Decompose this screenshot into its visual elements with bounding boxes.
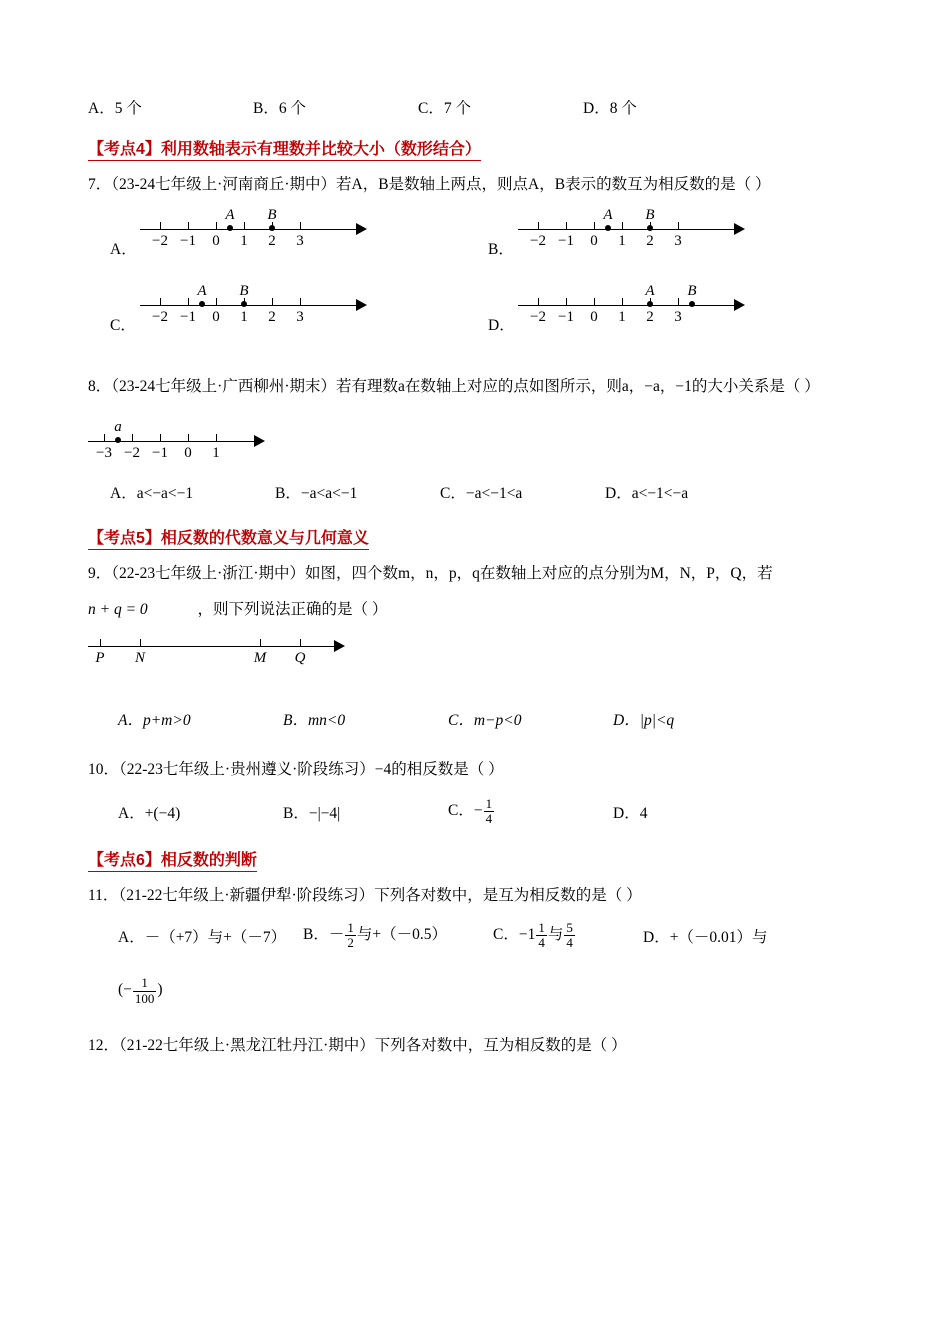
q11-option-b-suffix: 与+（－0.5） bbox=[356, 926, 447, 944]
q11-option-d-fraction: $\frac{1}{100}$ bbox=[134, 975, 155, 1006]
numberline-a: −2 −1 0 1 2 3 A B bbox=[140, 205, 395, 259]
question-11 bbox=[88, 882, 863, 910]
question-9-condition: n + q = 0 bbox=[88, 600, 148, 618]
q11-option-a: A．－（+7）与+（－7） bbox=[118, 928, 287, 946]
choice-d: D．8 个 bbox=[583, 100, 637, 117]
q8-option-b: B．−a<a<−1 bbox=[275, 484, 358, 502]
numberline-q8: −3 −2 −1 0 1 a bbox=[88, 417, 278, 471]
option-a-label: A． bbox=[110, 240, 137, 258]
q8-option-c: C．−a<−1<a bbox=[440, 484, 523, 502]
question-12-number: 12． bbox=[88, 1036, 120, 1054]
q10-option-c-label: C． bbox=[448, 802, 474, 820]
q10-option-d: D．4 bbox=[613, 804, 648, 822]
question-11-options bbox=[88, 921, 863, 950]
question-9 bbox=[88, 560, 863, 588]
q11-option-c-fraction-1: $\frac{1}{4}$ bbox=[538, 920, 545, 951]
q10-option-c bbox=[448, 797, 613, 826]
question-11-source: （21-22七年级上·新疆伊犁·阶段练习） bbox=[118, 886, 375, 904]
top-choice-row bbox=[88, 96, 863, 118]
question-8-source: （23-24七年级上·广西柳州·期末） bbox=[111, 377, 337, 395]
question-11-option-d-fraction-line bbox=[88, 976, 863, 1005]
question-8 bbox=[88, 373, 863, 401]
choice-c: C．7 个 bbox=[418, 100, 471, 117]
question-9-condition-line bbox=[88, 596, 863, 624]
q11-option-b-prefix: B．－ bbox=[303, 926, 345, 944]
q11-option-d-suffix: ) bbox=[157, 981, 163, 999]
q11-option-c-fraction-2: $\frac{5}{4}$ bbox=[566, 920, 573, 951]
numberline-c: −2 −1 0 1 2 3 A B bbox=[140, 281, 395, 335]
choice-a: A．5 个 bbox=[88, 100, 142, 117]
question-7-text: 若A，B是数轴上两点，则点A，B表示的数互为相反数的是（ ） bbox=[336, 176, 771, 193]
question-9-text2: ，则下列说法正确的是（ ） bbox=[197, 600, 388, 618]
question-12-source: （21-22七年级上·黑龙江牡丹江·期中） bbox=[119, 1036, 375, 1054]
question-9-text: 如图，四个数m，n，p，q在数轴上对应的点分别为M，N，P，Q，若 bbox=[305, 564, 773, 582]
question-10-source: （22-23七年级上·贵州遵义·阶段练习） bbox=[119, 760, 375, 778]
q10-option-c-sign: − bbox=[473, 802, 483, 820]
option-d-label: D． bbox=[488, 316, 515, 334]
q11-option-c-prefix: C．−1 bbox=[493, 926, 536, 944]
question-8-text: 若有理数a在数轴上对应的点如图所示，则a，−a，−1的大小关系是（ ） bbox=[336, 377, 820, 395]
q8-option-d: D．a<−1<−a bbox=[605, 484, 689, 502]
question-7-diagram-row-2 bbox=[88, 279, 863, 349]
q11-option-b-fraction: $\frac{1}{2}$ bbox=[347, 920, 354, 951]
option-b-label: B． bbox=[488, 240, 514, 258]
q11-option-d: D．+（－0.01）与 bbox=[643, 928, 768, 946]
question-9-number: 9． bbox=[88, 564, 112, 582]
q8-option-a: A．a<−a<−1 bbox=[110, 484, 194, 502]
question-10-options bbox=[88, 797, 863, 826]
question-8-diagram bbox=[88, 417, 863, 479]
question-7-number: 7． bbox=[88, 176, 112, 193]
question-8-options bbox=[88, 481, 863, 503]
question-11-text: 下列各对数中，是互为相反数的是（ ） bbox=[374, 886, 642, 904]
question-9-diagram bbox=[88, 634, 863, 680]
question-10-text: −4的相反数是（ ） bbox=[374, 760, 504, 778]
option-c-label: C． bbox=[110, 316, 136, 334]
numberline-q9: P N M Q bbox=[88, 634, 358, 674]
question-9-options bbox=[88, 708, 863, 730]
question-10 bbox=[88, 756, 863, 784]
q9-option-a: A．p+m>0 bbox=[118, 711, 191, 729]
question-7-source: （23-24七年级上·河南商丘·期中） bbox=[111, 176, 337, 193]
q9-option-b: B．mn<0 bbox=[283, 711, 346, 729]
question-12 bbox=[88, 1032, 863, 1060]
question-7 bbox=[88, 171, 863, 199]
q10-option-c-fraction: $\frac{1}{4}$ bbox=[485, 796, 493, 827]
q9-option-d: D．|p|<q bbox=[613, 711, 675, 729]
question-9-source: （22-23七年级上·浙江·期中） bbox=[111, 564, 306, 582]
q9-option-c: C．m−p<0 bbox=[448, 711, 522, 729]
question-8-number: 8． bbox=[88, 377, 112, 395]
question-11-number: 11． bbox=[88, 886, 119, 904]
section-heading-kaodian-4: 【考点4】利用数轴表示有理数并比较大小（数形结合） bbox=[88, 136, 481, 161]
page-content bbox=[88, 96, 863, 1061]
question-7-diagram-row-1 bbox=[88, 203, 863, 265]
q10-option-a: A．+(−4) bbox=[118, 804, 181, 822]
question-12-text: 下列各对数中，互为相反数的是（ ） bbox=[374, 1036, 627, 1054]
numberline-d: −2 −1 0 1 2 3 A B bbox=[518, 281, 773, 335]
choice-b: B．6 个 bbox=[253, 100, 306, 117]
point-label-a: a bbox=[114, 418, 122, 435]
q10-option-b: B．−|−4| bbox=[283, 804, 341, 822]
q11-option-c bbox=[493, 921, 643, 950]
section-heading-kaodian-5: 【考点5】相反数的代数意义与几何意义 bbox=[88, 525, 369, 550]
question-10-number: 10． bbox=[88, 760, 120, 778]
q11-option-c-mid: 与 bbox=[547, 926, 564, 944]
numberline-b: −2 −1 0 1 2 3 A B bbox=[518, 205, 773, 259]
section-heading-kaodian-6: 【考点6】相反数的判断 bbox=[88, 847, 257, 872]
q11-option-b bbox=[303, 921, 493, 950]
q11-option-d-prefix: (− bbox=[118, 981, 132, 999]
